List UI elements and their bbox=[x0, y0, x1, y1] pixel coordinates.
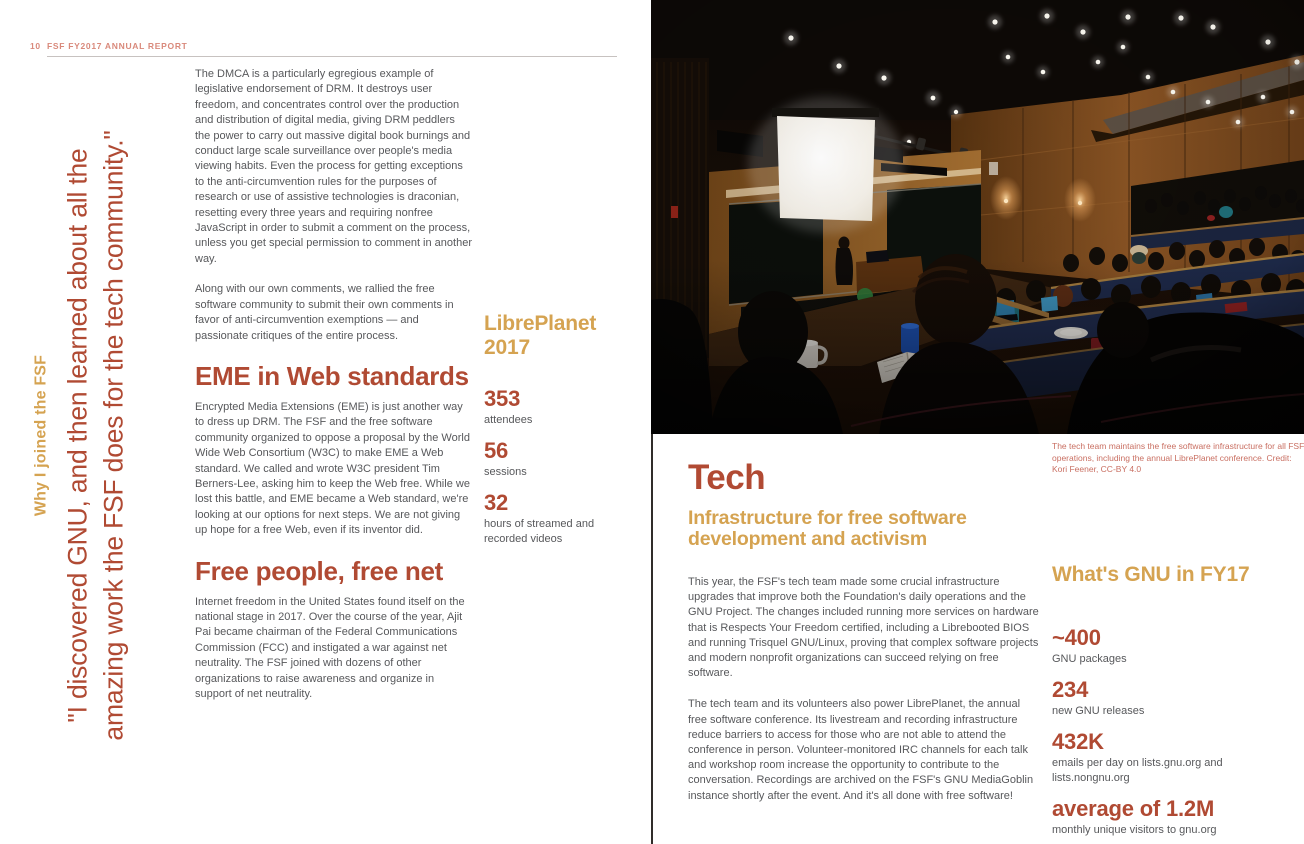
stat-video-hours bbox=[484, 490, 616, 547]
stat-label: GNU packages bbox=[1052, 653, 1127, 665]
stat-label: attendees bbox=[484, 414, 533, 426]
stat-attendees bbox=[484, 386, 616, 428]
member-quote-line2: amazing work the FSF does for the tech community." bbox=[98, 130, 129, 741]
left-text-column bbox=[195, 67, 472, 717]
stat-value: average of 1.2M bbox=[1052, 796, 1215, 821]
stat-value: ~400 bbox=[1052, 625, 1101, 650]
paragraph-free-net: Internet freedom in the United States found itself on the national stage in 2017. Over the course of the year, Ajit Pai became chairman of the Federal Communications Commission (FCC) and instigated a war against net neutrality. The FSF joined with dozens of other organizations to raise awareness and organize in support of net neutrality. bbox=[195, 595, 465, 700]
stat-gnu-packages bbox=[1052, 625, 1302, 667]
stat-emails bbox=[1052, 729, 1302, 786]
vertical-sidebar-label: Why I joined the FSF bbox=[32, 354, 50, 517]
photo-caption: The tech team maintains the free software infrastructure for all FSF operations, including the annual LibrePlanet conference. Credit: Kori Feener, CC-BY 4.0 bbox=[1052, 441, 1304, 474]
stat-value: 353 bbox=[484, 386, 521, 411]
section-heading-free-net: Free people, free net bbox=[195, 555, 444, 586]
page-number: 10 bbox=[30, 41, 41, 51]
libreplanet-stats-title: LibrePlanet 2017 bbox=[484, 312, 597, 359]
header-rule bbox=[47, 56, 617, 57]
stat-value: 234 bbox=[1052, 677, 1089, 702]
bottom-shadow bbox=[651, 260, 1304, 434]
report-title: FSF FY2017 ANNUAL REPORT bbox=[47, 41, 188, 51]
vertical-sidebar bbox=[25, 96, 140, 776]
page-title: Tech bbox=[688, 458, 766, 497]
section-heading-eme: EME in Web standards bbox=[195, 360, 469, 391]
member-quote bbox=[60, 130, 132, 740]
right-text-column bbox=[688, 575, 1041, 820]
libreplanet-stats-panel bbox=[484, 312, 616, 547]
stat-label: sessions bbox=[484, 466, 527, 478]
gnu-stats-title: What's GNU in FY17 bbox=[1052, 563, 1250, 586]
lecture-hall-photo bbox=[651, 0, 1304, 434]
member-quote-line1: "I discovered GNU, and then learned about all the bbox=[62, 148, 93, 723]
stat-label: emails per day on lists.gnu.org and lists.nongnu.org bbox=[1052, 757, 1223, 784]
stat-label: hours of streamed and recorded videos bbox=[484, 518, 595, 545]
stat-value: 56 bbox=[484, 438, 509, 463]
page-subtitle: Infrastructure for free software development and activism bbox=[688, 507, 967, 550]
stat-value: 432K bbox=[1052, 729, 1104, 754]
paragraph-eme: Encrypted Media Extensions (EME) is just another way to dress up DRM. The FSF and the free software community organized to oppose a proposal by the World Wide Web Consortium (W3C) to make EME a Web standard. We called and wrote W3C president Tim Berners-Lee, asking him to keep the Web free. While we lost this battle, and EME became a Web standard, we're looking at our options for next steps. We are not giving up hope for a free Web, even if its inventor did. bbox=[195, 400, 470, 537]
stat-visitors bbox=[1052, 796, 1302, 838]
paragraph-infrastructure: This year, the FSF's tech team made some crucial infrastructure upgrades that improve both the Foundation's daily operations and the GNU Project. The changes included running more services on hardware that is Respects Your Freedom certified, including a Librebooted BIOS and running Trisquel GNU/Linux, proving that complex software projects and modern nonprofit organizations can succeed relying on free software. bbox=[688, 576, 1039, 680]
stat-value: 32 bbox=[484, 490, 509, 515]
stat-sessions bbox=[484, 438, 616, 480]
paragraph-dmca: The DMCA is a particularly egregious example of legislative endorsement of DRM. It destroys user freedom, and concentrates control over the production and distribution of digital media, giving DRM peddlers the power to carry out massive digital book burnings and conduct large scale surveillance over people's media viewing habits. Even the process for getting exceptions to the anti-circumvention rules for the purposes of research or use of assistive technologies is draconian, resetting every three years and requiring nonfree JavaScript in order to submit a comment on the process, unless you get special permission to comment in another way. bbox=[195, 68, 472, 265]
paragraph-comments: Along with our own comments, we rallied the free software community to submit their own comments in favor of anti-circumvention exemptions — and passionate critiques of the entire process. bbox=[195, 283, 454, 342]
gnu-stats-panel bbox=[1052, 563, 1302, 838]
stat-gnu-releases bbox=[1052, 677, 1302, 719]
stat-label: monthly unique visitors to gnu.org bbox=[1052, 824, 1217, 836]
stat-label: new GNU releases bbox=[1052, 705, 1145, 717]
paragraph-libreplanet: The tech team and its volunteers also power LibrePlanet, the annual free software conference. Its livestream and recording infrastructure reduce barriers to access for those who are not able to attend the conference in person. Volunteer-monitored IRC channels for each talk and workshop room increase the opportunity to contribute to the conversation. Recordings are archived on the FSF's GNU MediaGoblin instance shortly after the event. And it's all done with free software! bbox=[688, 698, 1034, 802]
